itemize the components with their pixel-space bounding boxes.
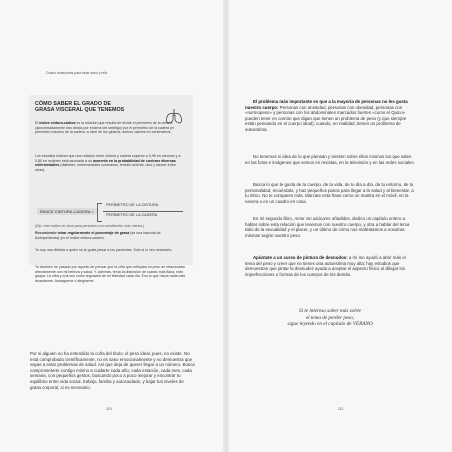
box-para-1: El índice cintura-cadera es la relación que resulta de dividir el perímetro de la cintura (aproximadamente dos dedos por encima del ombligo) por el perímetro de la cadera (el perímetro máximo de la cadera, a nivel de los glúteos; ambos valores en centímetros. <box>35 121 175 135</box>
right-lead-bold: El problema más importante es que a la mayoría de personas no les gusta nuestro cuerpo: <box>245 99 408 110</box>
right-paragraph-5-bold: Apúntate a un curso de pintura de desnudos: <box>253 255 348 260</box>
right-paragraph-3: Busca lo que te gusta de tu cuerpo, de tu vida, de tu día a día, de tu entorno, de tu personalidad, recuérdalo, y haz pequeños pasos para llegar a la salud y al bienestar, a tu ritmo. No te compares más. Márcate esta frase como un mantra en el móvil, en la nevera o en un cuadro en casa. <box>245 182 414 204</box>
book-gutter <box>223 0 229 452</box>
pull-quote-line2: el tema de perder peso, <box>305 314 355 321</box>
formula-note: (Ojo, este índice no sirve para personas con constitución más mecha.) <box>35 224 145 228</box>
pull-quote <box>245 308 415 328</box>
formula-label: ÍNDICE CINTURA-CADERA = <box>37 208 97 215</box>
running-head: Cuatro estaciones para estar sano y feliz <box>46 71 108 75</box>
pull-quote-line3: sigue leyendo en el capítulo de VERANO <box>287 321 373 328</box>
left-page-number: 110 <box>106 407 112 411</box>
formula-divider <box>103 211 183 212</box>
box-para-5: Yo también he pasado por aquello de pensar que la cifra que reflejaba mi peso se relacionaba directamente con mi belleza y salud. Y, además, tenía la distorsión de cuanto más flaca, más guapa. La cifra y a la vez como regulador de mi felicidad cada día. Eso lo que hacía nada más levantarme. Amargarme o alegrarme. <box>35 265 186 283</box>
formula-denominator: PERÍMETRO DE LA CADERA <box>106 213 158 217</box>
pull-quote-line1: Si te interesa saber más sobre <box>298 308 361 314</box>
formula-bracket <box>97 203 102 222</box>
box-para-2-highlight: aumento en la probabilidad de contraer diversas enfermedades <box>35 158 176 168</box>
formula-numerator: PERÍMETRO DE LA CINTURA <box>106 203 159 207</box>
box-para-2: Los estudios indican que una relación entre cintura y cadera superior a 0,95 en varones y a 0,80 en mujeres está asociada a un aumento en la probabilidad de contraer diversas enfermedades (diabetes, enfermedades coronarias, tensión arterial, ulus y cáncer entre otras). <box>35 154 181 172</box>
left-body-text: Por si alguien no ha entendido la coña del título: el peso ideal, pues, no existe. No está comprobado científicamente, no es sano emocionalmente y no demuestra que vayas a estar problemas de salud. Así que deja de querer llegar a un número. Busca comprometerte contigo mismo a cuidarte cada año, cada estación, cada mes, cada semana, con pequeños gestos, buscando poco a poco mejorar y encontrar tu equilibrio entre vida social, trabajo, familia y autocuidado, y bajar tus niveles de grasa corporal, si es necesario. <box>30 351 195 390</box>
right-paragraph-5: Apúntate a un curso de pintura de desnudos: a mí me ayudó a abrir más el tema del peso y creer que no tienes una autoestima muy alta; hay estudios que demuestran que pintar la desnudez ayuda a aceptar el aspecto físico al dibujar los imperfecciones o formas de los cuerpos de los demás. <box>245 255 406 277</box>
box-recommendation: Recomiendo mirar regularmente el porcentaje de grasa (se una báscula de bioimpedancia) y/o el índice cintura-cadera. <box>35 231 161 240</box>
right-page-number: 111 <box>338 407 344 411</box>
right-lead-paragraph: El problema más importante es que a la mayoría de personas no les gusta nuestro cuerpo: Personas con ansiedad, personas con obesidad, personas con «normopeso» y personas con los abdominales marcados fuertes «como el Quico» pueden tener en común que digan que tienen un problema de peso (y que siempre están pensando en el cuerpo ideal); cuando, en realidad, tienen un problema de autoestima. <box>245 99 408 132</box>
book-title-reference: Amor sin azúcares añadidos <box>294 216 350 221</box>
right-paragraph-4: En mi segundo libro, Amor sin azúcares añadidos, dedico un capítulo entero a hablar sobre esta relación que tenemos con nuestro cuerpo, y otra a hablar del tema tabú de la sexualidad y el placer, y un último de cómo nos maltratamos a nosotras mismas según nuestro peso. <box>245 216 410 238</box>
box-title-line2: GRASA VISCERAL QUE TENEMOS <box>35 107 125 114</box>
right-paragraph-2: No tenemos ni idea de lo que piensan y sienten sobre ellos mismos los que salen en las fotos e imágenes que vemos en revistas, en la televisión y en las redes sociales. <box>245 154 415 165</box>
box-para-4: Yo soy una dietista a quien no le gusta pesar a los pacientes. Solo si lo veo necesario. <box>35 248 173 252</box>
box-title-line1: CÓMO SABER EL GRADO DE <box>35 101 111 107</box>
box-para-1-highlight: índice cintura-cadera <box>39 121 76 125</box>
box-title <box>35 101 145 114</box>
